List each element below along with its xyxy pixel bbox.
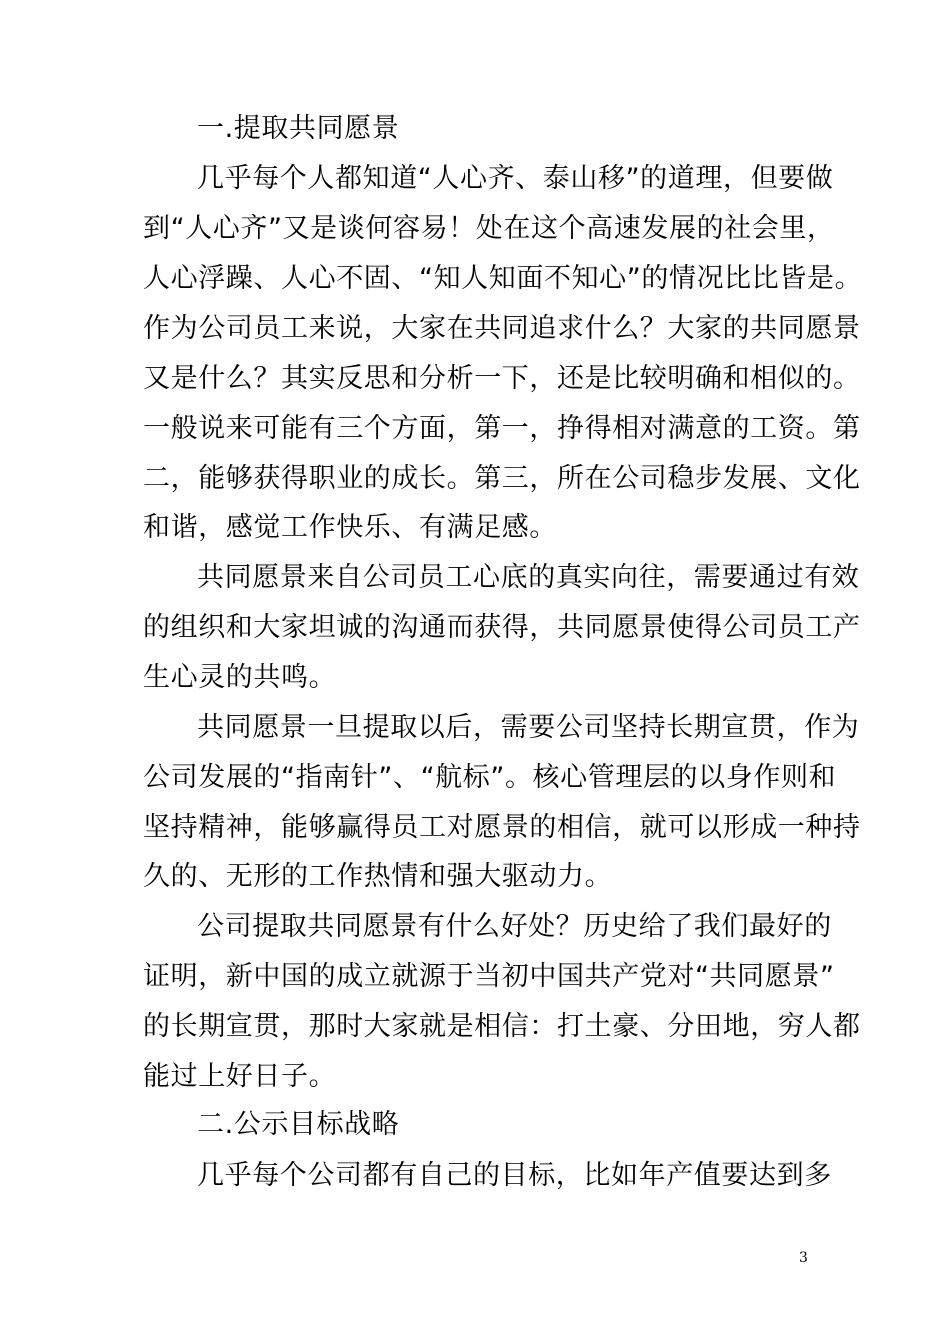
page-number: 3 xyxy=(799,1250,808,1266)
paragraph-line: 公司发展的“指南针”、“航标”。核心管理层的以身作则和 xyxy=(143,762,837,793)
paragraph-line: 和谐，感觉工作快乐、有满足感。 xyxy=(143,512,557,543)
paragraph-line: 一般说来可能有三个方面，第一，挣得相对满意的工资。第 xyxy=(143,413,861,444)
paragraph-line: 作为公司员工来说，大家在共同追求什么？大家的共同愿景 xyxy=(143,313,861,344)
paragraph-line: 几乎每个公司都有自己的目标，比如年产值要达到多 xyxy=(197,1160,832,1191)
paragraph-line: 能过上好日子。 xyxy=(143,1061,337,1092)
paragraph-line: 共同愿景来自公司员工心底的真实向往，需要通过有效 xyxy=(197,562,860,593)
paragraph-line: 人心浮躁、人心不固、“知人知面不知心”的情况比比皆是。 xyxy=(143,263,863,294)
paragraph-line: 生心灵的共鸣。 xyxy=(143,662,337,693)
section-heading-1: 一.提取共同愿景 xyxy=(197,113,400,144)
paragraph-line: 到“人心齐”又是谈何容易！处在这个高速发展的社会里， xyxy=(143,213,835,244)
paragraph-line: 坚持精神，能够赢得员工对愿景的相信，就可以形成一种持 xyxy=(143,812,861,843)
paragraph-line: 公司提取共同愿景有什么好处？历史给了我们最好的 xyxy=(197,911,832,942)
section-heading-2: 二.公示目标战略 xyxy=(197,1109,400,1140)
paragraph-line: 的长期宣贯，那时大家就是相信：打土豪、分田地，穷人都 xyxy=(143,1011,861,1042)
paragraph-line: 久的、无形的工作热情和强大驱动力。 xyxy=(143,861,613,892)
paragraph-line: 共同愿景一旦提取以后，需要公司坚持长期宣贯，作为 xyxy=(197,712,860,743)
paragraph-line: 的组织和大家坦诚的沟通而获得，共同愿景使得公司员工产 xyxy=(143,612,861,643)
paragraph-line: 又是什么？其实反思和分析一下，还是比较明确和相似的。 xyxy=(143,363,861,394)
paragraph-line: 几乎每个人都知道“人心齐、泰山移”的道理，但要做 xyxy=(197,163,834,194)
paragraph-line: 证明，新中国的成立就源于当初中国共产党对“共同愿景” xyxy=(143,961,835,992)
paragraph-line: 二，能够获得职业的成长。第三，所在公司稳步发展、文化 xyxy=(143,463,861,494)
